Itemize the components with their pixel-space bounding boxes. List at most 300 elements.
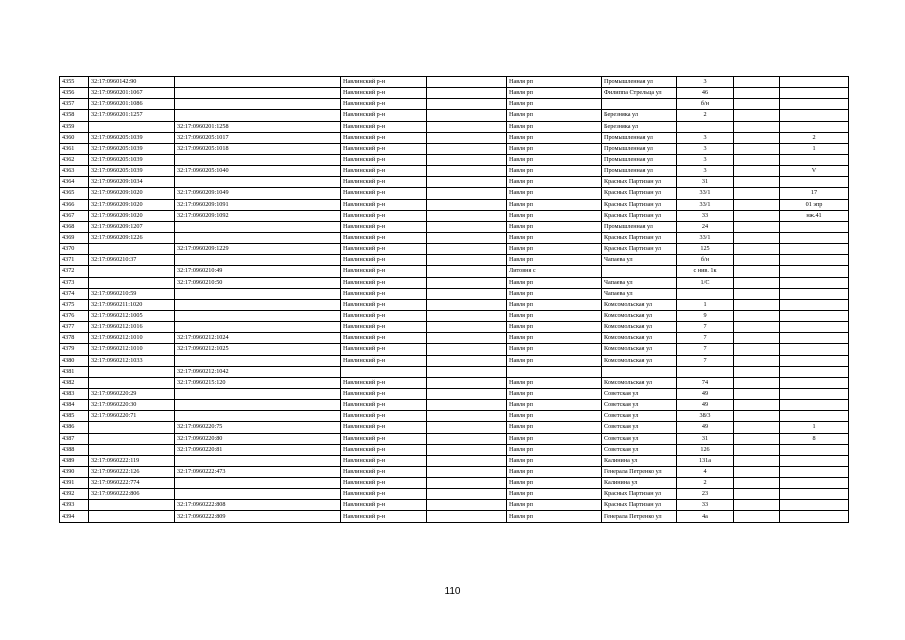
cell-row-number: 4374: [60, 288, 89, 299]
cell-row-number: 4372: [60, 266, 89, 277]
cell-district: Навлинский р-н: [341, 422, 427, 433]
cell-building-cadastral-number: [175, 232, 341, 243]
cell-settlement: Навля рп: [507, 132, 602, 143]
cell-cadastral-number: [89, 121, 175, 132]
cell-cadastral-number: 32:17:0960209:1226: [89, 232, 175, 243]
cell-settlement: Литовня с: [507, 266, 602, 277]
cell-row-number: 4361: [60, 143, 89, 154]
cell-building: [734, 310, 780, 321]
cell-corpus: [780, 310, 849, 321]
cell-district: Навлинский р-н: [341, 355, 427, 366]
cell-house-number: 33/1: [677, 199, 734, 210]
table-row: [60, 266, 849, 277]
cell-street: Красных Партизан ул: [602, 177, 677, 188]
cell-cadastral-number: [89, 244, 175, 255]
cell-cadastral-number: 32:17:0960212:1005: [89, 310, 175, 321]
cell-building-cadastral-number: 32:17:0960209:1091: [175, 199, 341, 210]
cell-settlement-type: [427, 154, 507, 165]
cell-district: Навлинский р-н: [341, 433, 427, 444]
cell-street: Промышленная ул: [602, 154, 677, 165]
cell-settlement-type: [427, 366, 507, 377]
cell-corpus: [780, 299, 849, 310]
table-row: [60, 344, 849, 355]
cell-district: Навлинский р-н: [341, 244, 427, 255]
cell-street: Промышленная ул: [602, 77, 677, 88]
cell-building-cadastral-number: 32:17:0960209:1049: [175, 188, 341, 199]
cell-row-number: 4383: [60, 388, 89, 399]
cell-corpus: [780, 511, 849, 522]
cell-corpus: нж.41: [780, 210, 849, 221]
cell-house-number: 3: [677, 132, 734, 143]
cell-street: Красных Партизан ул: [602, 244, 677, 255]
cell-cadastral-number: 32:17:0960205:1039: [89, 154, 175, 165]
cell-settlement: Навля рп: [507, 478, 602, 489]
cell-building-cadastral-number: 32:17:0960215:120: [175, 377, 341, 388]
cell-house-number: 24: [677, 221, 734, 232]
cell-row-number: 4358: [60, 110, 89, 121]
cell-settlement-type: [427, 143, 507, 154]
cell-cadastral-number: 32:17:0960220:29: [89, 388, 175, 399]
cell-district: Навлинский р-н: [341, 455, 427, 466]
cell-corpus: [780, 154, 849, 165]
cell-cadastral-number: [89, 422, 175, 433]
cell-building-cadastral-number: 32:17:0960212:1042: [175, 366, 341, 377]
cell-corpus: [780, 366, 849, 377]
cell-settlement: Навля рп: [507, 511, 602, 522]
register-table: [59, 76, 849, 523]
cell-cadastral-number: 32:17:0960222:119: [89, 455, 175, 466]
cell-settlement: Навля рп: [507, 489, 602, 500]
table-row: [60, 132, 849, 143]
cell-settlement: Навля рп: [507, 232, 602, 243]
cell-building-cadastral-number: [175, 255, 341, 266]
cell-district: Навлинский р-н: [341, 333, 427, 344]
cell-district: Навлинский р-н: [341, 322, 427, 333]
cell-settlement: Навля рп: [507, 466, 602, 477]
cell-building-cadastral-number: [175, 88, 341, 99]
cell-street: Промышленная ул: [602, 143, 677, 154]
cell-settlement-type: [427, 411, 507, 422]
cell-house-number: 131а: [677, 455, 734, 466]
cell-row-number: 4360: [60, 132, 89, 143]
cell-corpus: 17: [780, 188, 849, 199]
cell-district: [341, 366, 427, 377]
cell-settlement-type: [427, 266, 507, 277]
cell-corpus: [780, 99, 849, 110]
cell-settlement: Навля рп: [507, 377, 602, 388]
cell-district: Навлинский р-н: [341, 110, 427, 121]
table-row: [60, 77, 849, 88]
cell-building-cadastral-number: [175, 310, 341, 321]
cell-row-number: 4386: [60, 422, 89, 433]
cell-settlement-type: [427, 333, 507, 344]
cell-settlement-type: [427, 166, 507, 177]
cell-settlement-type: [427, 99, 507, 110]
cell-house-number: 31: [677, 433, 734, 444]
cell-street: [602, 99, 677, 110]
cell-building-cadastral-number: [175, 154, 341, 165]
table-row: [60, 500, 849, 511]
cell-row-number: 4367: [60, 210, 89, 221]
cell-cadastral-number: 32:17:0960212:1033: [89, 355, 175, 366]
cell-corpus: [780, 322, 849, 333]
table-row: [60, 377, 849, 388]
cell-settlement-type: [427, 344, 507, 355]
cell-cadastral-number: [89, 500, 175, 511]
cell-building-cadastral-number: [175, 411, 341, 422]
cell-building: [734, 221, 780, 232]
cell-row-number: 4378: [60, 333, 89, 344]
page-number: 110: [444, 586, 461, 597]
cell-settlement-type: [427, 221, 507, 232]
cell-settlement: Навля рп: [507, 288, 602, 299]
cell-settlement-type: [427, 422, 507, 433]
cell-settlement-type: [427, 88, 507, 99]
cell-settlement: Навля рп: [507, 400, 602, 411]
cell-building: [734, 99, 780, 110]
cell-building-cadastral-number: 32:17:0960220:81: [175, 444, 341, 455]
cell-building: [734, 299, 780, 310]
cell-house-number: 7: [677, 322, 734, 333]
cell-cadastral-number: 32:17:0960210:59: [89, 288, 175, 299]
cell-district: Навлинский р-н: [341, 400, 427, 411]
cell-settlement-type: [427, 322, 507, 333]
cell-settlement: Навля рп: [507, 143, 602, 154]
cell-corpus: [780, 288, 849, 299]
cell-cadastral-number: 32:17:0960212:1010: [89, 333, 175, 344]
cell-street: Комсомольская ул: [602, 299, 677, 310]
cell-settlement-type: [427, 277, 507, 288]
cell-building: [734, 255, 780, 266]
cell-street: [602, 366, 677, 377]
table-row: [60, 310, 849, 321]
cell-district: Навлинский р-н: [341, 121, 427, 132]
cell-settlement: Навля рп: [507, 221, 602, 232]
cell-corpus: [780, 244, 849, 255]
cell-house-number: [677, 288, 734, 299]
table-row: [60, 366, 849, 377]
cell-cadastral-number: [89, 433, 175, 444]
table-row: [60, 188, 849, 199]
cell-building: [734, 388, 780, 399]
cell-building: [734, 466, 780, 477]
cell-building: [734, 411, 780, 422]
cell-building-cadastral-number: 32:17:0960222:808: [175, 500, 341, 511]
cell-street: Чапаева ул: [602, 288, 677, 299]
cell-row-number: 4392: [60, 489, 89, 500]
cell-district: Навлинский р-н: [341, 344, 427, 355]
cell-building: [734, 344, 780, 355]
cell-cadastral-number: 32:17:0960209:1020: [89, 188, 175, 199]
cell-building-cadastral-number: 32:17:0960210:50: [175, 277, 341, 288]
cell-settlement: [507, 366, 602, 377]
cell-house-number: б/н: [677, 255, 734, 266]
cell-building: [734, 455, 780, 466]
table-row: [60, 244, 849, 255]
cell-house-number: 46: [677, 88, 734, 99]
cell-settlement-type: [427, 77, 507, 88]
table-row: [60, 199, 849, 210]
cell-settlement-type: [427, 299, 507, 310]
cell-settlement-type: [427, 177, 507, 188]
table-row: [60, 277, 849, 288]
cell-cadastral-number: 32:17:0960201:1086: [89, 99, 175, 110]
cell-row-number: 4390: [60, 466, 89, 477]
cell-row-number: 4388: [60, 444, 89, 455]
cell-settlement: Навля рп: [507, 277, 602, 288]
cell-settlement: Навля рп: [507, 444, 602, 455]
cell-building: [734, 377, 780, 388]
table-row: [60, 355, 849, 366]
cell-corpus: [780, 444, 849, 455]
cell-corpus: 1: [780, 422, 849, 433]
cell-row-number: 4385: [60, 411, 89, 422]
cell-district: Навлинский р-н: [341, 277, 427, 288]
cell-street: Березняка ул: [602, 110, 677, 121]
cell-building: [734, 511, 780, 522]
cell-district: Навлинский р-н: [341, 511, 427, 522]
cell-street: Советская ул: [602, 400, 677, 411]
cell-settlement-type: [427, 455, 507, 466]
cell-settlement: Навля рп: [507, 344, 602, 355]
cell-district: Навлинский р-н: [341, 377, 427, 388]
cell-cadastral-number: 32:17:0960209:1020: [89, 199, 175, 210]
cell-settlement: Навля рп: [507, 77, 602, 88]
cell-settlement-type: [427, 310, 507, 321]
cell-house-number: 1/С: [677, 277, 734, 288]
cell-settlement: Навля рп: [507, 177, 602, 188]
cell-row-number: 4389: [60, 455, 89, 466]
cell-street: Красных Партизан ул: [602, 500, 677, 511]
cell-building: [734, 422, 780, 433]
table-row: [60, 444, 849, 455]
cell-district: Навлинский р-н: [341, 221, 427, 232]
cell-settlement-type: [427, 500, 507, 511]
cell-street: Комсомольская ул: [602, 310, 677, 321]
cell-cadastral-number: 32:17:0960211:1020: [89, 299, 175, 310]
cell-street: Калинина ул: [602, 455, 677, 466]
cell-house-number: 31: [677, 177, 734, 188]
cell-building-cadastral-number: 32:17:0960212:1024: [175, 333, 341, 344]
cell-settlement: Навля рп: [507, 121, 602, 132]
cell-street: Красных Партизан ул: [602, 199, 677, 210]
cell-house-number: 33: [677, 210, 734, 221]
cell-house-number: 33/1: [677, 232, 734, 243]
cell-settlement-type: [427, 288, 507, 299]
cell-house-number: 49: [677, 422, 734, 433]
cell-district: Навлинский р-н: [341, 466, 427, 477]
cell-row-number: 4381: [60, 366, 89, 377]
cell-corpus: [780, 489, 849, 500]
cell-building-cadastral-number: [175, 77, 341, 88]
cell-corpus: [780, 400, 849, 411]
cell-settlement-type: [427, 489, 507, 500]
cell-street: Промышленная ул: [602, 221, 677, 232]
cell-cadastral-number: [89, 366, 175, 377]
cell-corpus: [780, 277, 849, 288]
cell-cadastral-number: 32:17:0960205:1039: [89, 166, 175, 177]
cell-district: Навлинский р-н: [341, 266, 427, 277]
cell-settlement: Навля рп: [507, 255, 602, 266]
cell-row-number: 4373: [60, 277, 89, 288]
cell-cadastral-number: 32:17:0960222:806: [89, 489, 175, 500]
cell-cadastral-number: [89, 377, 175, 388]
cell-corpus: [780, 88, 849, 99]
cell-building-cadastral-number: 32:17:0960205:1040: [175, 166, 341, 177]
cell-row-number: 4365: [60, 188, 89, 199]
cell-house-number: [677, 366, 734, 377]
table-row: [60, 121, 849, 132]
cell-building: [734, 232, 780, 243]
cell-building-cadastral-number: [175, 400, 341, 411]
cell-house-number: 2: [677, 110, 734, 121]
cell-settlement-type: [427, 511, 507, 522]
cell-cadastral-number: 32:17:0960209:1207: [89, 221, 175, 232]
cell-corpus: V: [780, 166, 849, 177]
cell-street: [602, 266, 677, 277]
cell-building-cadastral-number: [175, 177, 341, 188]
cell-building-cadastral-number: [175, 388, 341, 399]
cell-settlement: Навля рп: [507, 166, 602, 177]
table-row: [60, 422, 849, 433]
cell-settlement-type: [427, 444, 507, 455]
cell-row-number: 4355: [60, 77, 89, 88]
cell-district: Навлинский р-н: [341, 166, 427, 177]
cell-district: Навлинский р-н: [341, 143, 427, 154]
cell-settlement-type: [427, 377, 507, 388]
cell-row-number: 4359: [60, 121, 89, 132]
cell-settlement-type: [427, 400, 507, 411]
cell-street: Комсомольская ул: [602, 333, 677, 344]
table-row: [60, 455, 849, 466]
cell-district: Навлинский р-н: [341, 210, 427, 221]
cell-street: Калинина ул: [602, 478, 677, 489]
table-row: [60, 110, 849, 121]
cell-building-cadastral-number: [175, 355, 341, 366]
cell-building: [734, 400, 780, 411]
table-row: [60, 511, 849, 522]
cell-building: [734, 433, 780, 444]
cell-settlement: Навля рп: [507, 500, 602, 511]
cell-house-number: 3: [677, 166, 734, 177]
cell-building: [734, 489, 780, 500]
cell-row-number: 4369: [60, 232, 89, 243]
cell-settlement-type: [427, 244, 507, 255]
cell-building: [734, 333, 780, 344]
cell-cadastral-number: [89, 444, 175, 455]
cell-building: [734, 132, 780, 143]
table-row: [60, 166, 849, 177]
cell-corpus: 2: [780, 132, 849, 143]
cell-row-number: 4380: [60, 355, 89, 366]
cell-cadastral-number: 32:17:0960222:774: [89, 478, 175, 489]
cell-street: Чапаева ул: [602, 277, 677, 288]
cell-settlement: Навля рп: [507, 322, 602, 333]
cell-street: Красных Партизан ул: [602, 188, 677, 199]
cell-cadastral-number: [89, 266, 175, 277]
cell-settlement-type: [427, 110, 507, 121]
cell-district: Навлинский р-н: [341, 154, 427, 165]
cell-building: [734, 444, 780, 455]
cell-row-number: 4377: [60, 322, 89, 333]
cell-building: [734, 244, 780, 255]
cell-row-number: 4371: [60, 255, 89, 266]
table-row: [60, 489, 849, 500]
cell-district: Навлинский р-н: [341, 199, 427, 210]
cell-house-number: 126: [677, 444, 734, 455]
cell-street: Филиппа Стрельца ул: [602, 88, 677, 99]
cell-cadastral-number: 32:17:0960212:1010: [89, 344, 175, 355]
cell-settlement-type: [427, 355, 507, 366]
cell-building: [734, 199, 780, 210]
cell-building-cadastral-number: 32:17:0960220:75: [175, 422, 341, 433]
cell-street: Генерала Петренко ул: [602, 511, 677, 522]
cell-row-number: 4364: [60, 177, 89, 188]
cell-street: Советская ул: [602, 388, 677, 399]
cell-street: Красных Партизан ул: [602, 210, 677, 221]
cell-building-cadastral-number: [175, 288, 341, 299]
cell-building-cadastral-number: [175, 489, 341, 500]
cell-building-cadastral-number: [175, 110, 341, 121]
cell-settlement: Навля рп: [507, 188, 602, 199]
table-row: [60, 333, 849, 344]
cell-corpus: [780, 455, 849, 466]
cell-settlement: Навля рп: [507, 422, 602, 433]
table-row: [60, 466, 849, 477]
cell-corpus: [780, 466, 849, 477]
cell-settlement: Навля рп: [507, 455, 602, 466]
cell-house-number: 3: [677, 77, 734, 88]
cell-house-number: 49: [677, 400, 734, 411]
table-row: [60, 433, 849, 444]
cell-cadastral-number: 32:17:0960205:1039: [89, 132, 175, 143]
cell-house-number: б/н: [677, 99, 734, 110]
cell-building: [734, 478, 780, 489]
cell-street: Красных Партизан ул: [602, 489, 677, 500]
cell-building: [734, 166, 780, 177]
cell-house-number: 74: [677, 377, 734, 388]
cell-settlement: Навля рп: [507, 299, 602, 310]
cell-corpus: [780, 478, 849, 489]
cell-building: [734, 266, 780, 277]
cell-settlement-type: [427, 132, 507, 143]
cell-row-number: 4394: [60, 511, 89, 522]
cell-street: Красных Партизан ул: [602, 232, 677, 243]
cell-settlement: Навля рп: [507, 310, 602, 321]
cell-corpus: [780, 110, 849, 121]
cell-settlement: Навля рп: [507, 154, 602, 165]
cell-building: [734, 366, 780, 377]
cell-street: Советская ул: [602, 422, 677, 433]
cell-district: Навлинский р-н: [341, 444, 427, 455]
cell-corpus: [780, 411, 849, 422]
cell-house-number: 7: [677, 333, 734, 344]
cell-corpus: [780, 355, 849, 366]
cell-street: Промышленная ул: [602, 132, 677, 143]
cell-row-number: 4362: [60, 154, 89, 165]
cell-building-cadastral-number: 32:17:0960212:1025: [175, 344, 341, 355]
cell-settlement-type: [427, 121, 507, 132]
cell-district: Навлинский р-н: [341, 177, 427, 188]
table-row: [60, 232, 849, 243]
cell-settlement: Навля рп: [507, 244, 602, 255]
cell-house-number: 4: [677, 466, 734, 477]
cell-settlement-type: [427, 478, 507, 489]
cell-house-number: 9: [677, 310, 734, 321]
cell-row-number: 4368: [60, 221, 89, 232]
cell-cadastral-number: 32:17:0960212:1016: [89, 322, 175, 333]
cell-corpus: [780, 221, 849, 232]
